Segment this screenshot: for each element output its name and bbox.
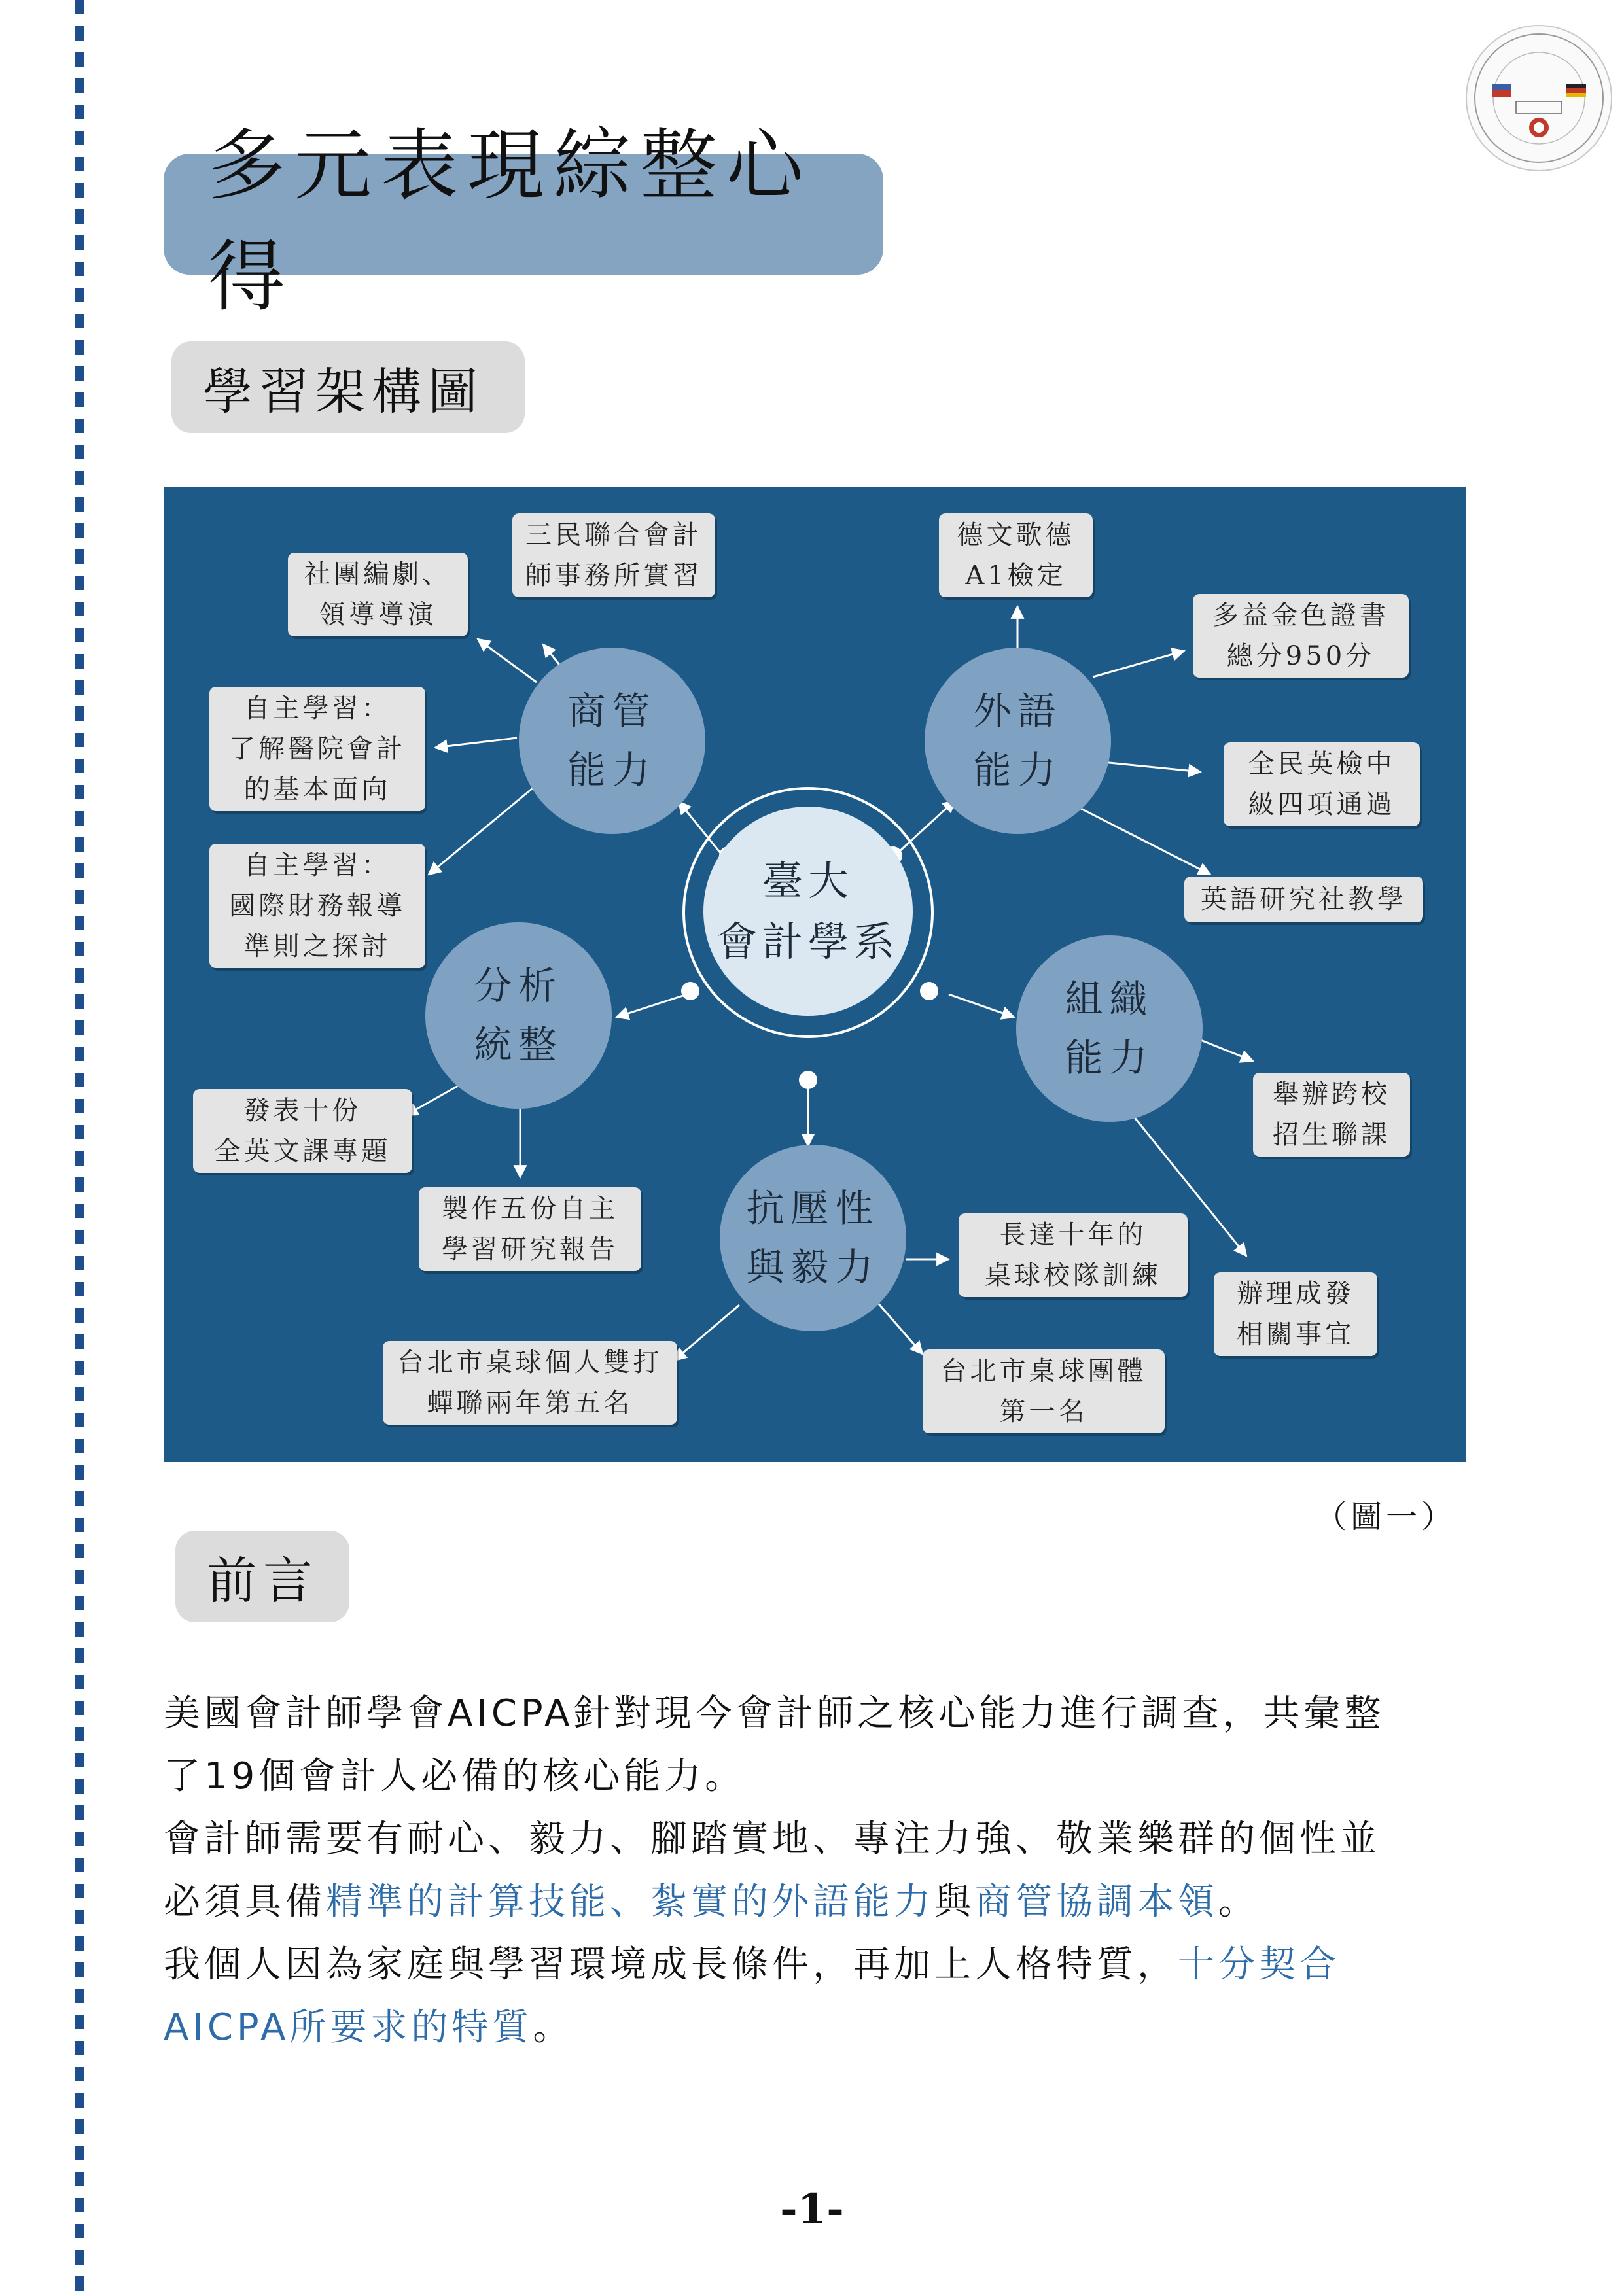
paragraph-2-text-b: 與 xyxy=(934,1881,975,1923)
arrow-stress-taipeidouble xyxy=(674,1305,739,1361)
box-graduation-line2: 相關事宜 xyxy=(1237,1319,1354,1349)
box-graduation xyxy=(1214,1272,1377,1356)
box-ifrs-line1: 自主學習： xyxy=(243,850,391,880)
node-center-line1: 臺大 xyxy=(762,857,854,905)
paragraph-2-line1: 會計師需要有耐心、毅力、腳踏實地、專注力強、敬業樂群的個性並 xyxy=(164,1818,1381,1860)
box-cross-school-line2: 招生聯課 xyxy=(1273,1120,1390,1150)
paragraph-3-line2 xyxy=(164,1996,1472,2059)
arrow-analysis-englishtopic xyxy=(406,1086,458,1115)
paragraph-2-text-c: 。 xyxy=(1218,1881,1259,1923)
node-business xyxy=(519,648,705,834)
paragraph-1-line1: 美國會計師學會AICPA針對現今會計師之核心能力進行調查，共彙整 xyxy=(164,1692,1385,1735)
arrow-business-ifrs xyxy=(429,785,537,875)
arrow-language-gept xyxy=(1103,762,1201,772)
box-reports-line2: 學習研究報告 xyxy=(442,1234,618,1264)
box-pingpong-team-line1: 長達十年的 xyxy=(999,1220,1147,1250)
box-taipei-double-line2: 蟬聯兩年第五名 xyxy=(427,1388,633,1418)
box-club-drama-line1: 社團編劇、 xyxy=(304,559,451,589)
box-english-club-line1: 英語研究社教學 xyxy=(1201,884,1407,914)
box-taipei-team-line1: 台北市桌球團體 xyxy=(940,1356,1147,1386)
node-organize xyxy=(1016,935,1203,1122)
node-organize-line2: 能力 xyxy=(1065,1035,1154,1080)
node-language-line2: 能力 xyxy=(973,747,1063,792)
box-hospital-line3: 的基本面向 xyxy=(243,774,391,805)
box-reports-line1: 製作五份自主 xyxy=(442,1194,618,1224)
box-cross-school xyxy=(1253,1073,1410,1157)
learning-framework-diagram xyxy=(164,487,1466,1462)
paragraph-3-highlight-1: 十分契合 xyxy=(1178,1943,1340,1986)
node-analysis xyxy=(425,922,612,1109)
paragraph-2-highlight-2: 商管協調本領 xyxy=(975,1881,1218,1923)
box-german-line1: 德文歌德 xyxy=(957,520,1075,550)
arrow-organize-crossschool xyxy=(1201,1040,1253,1061)
paragraph-3-text-c: 。 xyxy=(533,2006,574,2049)
section-heading-preface: 前言 xyxy=(175,1531,349,1622)
paragraph-2-line2 xyxy=(164,1871,1472,1934)
arrow-business-hospital xyxy=(435,738,517,748)
paragraph-3 xyxy=(164,1934,1472,2059)
box-taipei-team xyxy=(923,1349,1165,1433)
arrow-business-drama xyxy=(478,639,537,682)
paragraph-1-line2: 了19個會計人必備的核心能力。 xyxy=(164,1755,746,1798)
paragraph-3-highlight-2: AICPA所要求的特質 xyxy=(164,2006,533,2049)
box-gept xyxy=(1224,742,1420,826)
box-english-topic xyxy=(193,1089,412,1173)
box-toeic xyxy=(1193,594,1409,678)
arrow-center-organize xyxy=(949,994,1014,1017)
arrow-stress-taipeiteam xyxy=(877,1302,923,1354)
box-pingpong-team xyxy=(959,1213,1188,1297)
node-stress xyxy=(720,1145,906,1331)
box-pingpong-team-line2: 桌球校隊訓練 xyxy=(985,1261,1161,1291)
box-ifrs xyxy=(209,844,425,968)
box-english-topic-line1: 發表十份 xyxy=(243,1096,362,1126)
side-dotted-line xyxy=(75,0,84,2296)
arrow-center-business xyxy=(679,801,726,860)
node-analysis-line1: 分析 xyxy=(474,963,563,1008)
node-stress-line1: 抗壓性 xyxy=(746,1185,880,1230)
box-ifrs-line2: 國際財務報導 xyxy=(229,891,406,921)
page-number: -1- xyxy=(780,2185,844,2234)
section-heading-framework: 學習架構圖 xyxy=(171,341,525,433)
paragraph-2 xyxy=(164,1808,1472,1934)
paragraph-2-highlight-1: 精準的計算技能、紮實的外語能力 xyxy=(326,1881,934,1923)
paragraph-2-text-a: 必須具備 xyxy=(164,1881,326,1923)
node-language-line1: 外語 xyxy=(973,688,1063,733)
node-analysis-line2: 統整 xyxy=(474,1022,563,1067)
box-sanmin-line1: 三民聯合會計 xyxy=(525,520,702,550)
paragraph-1 xyxy=(164,1682,1472,1808)
box-gept-line1: 全民英檢中 xyxy=(1248,749,1396,779)
node-business-line1: 商管 xyxy=(567,688,657,733)
page-title: 多元表現綜整心得 xyxy=(164,154,883,275)
arrow-language-toeic xyxy=(1093,651,1184,677)
box-sanmin-line2: 師事務所實習 xyxy=(525,561,702,591)
box-german-line2: A1檢定 xyxy=(965,561,1067,591)
box-sanmin xyxy=(512,513,715,597)
node-center xyxy=(703,807,913,1016)
box-taipei-double xyxy=(383,1341,677,1425)
paragraph-3-line1 xyxy=(164,1934,1472,1996)
box-taipei-double-line1: 台北市桌球個人雙打 xyxy=(397,1348,663,1378)
box-german xyxy=(939,513,1093,597)
logo xyxy=(1466,25,1612,171)
node-center-line2: 會計學系 xyxy=(716,918,900,965)
box-club-drama-line2: 領導導演 xyxy=(319,600,437,630)
box-hospital-line1: 自主學習： xyxy=(243,693,391,723)
box-toeic-line2: 總分950分 xyxy=(1226,641,1375,671)
arrow-language-englishclub xyxy=(1073,805,1210,875)
box-cross-school-line1: 舉辦跨校 xyxy=(1273,1079,1390,1109)
box-taipei-team-line2: 第一名 xyxy=(999,1397,1088,1427)
box-ifrs-line3: 準則之探討 xyxy=(243,931,391,962)
box-toeic-line1: 多益金色證書 xyxy=(1212,600,1389,631)
box-hospital xyxy=(209,687,425,811)
box-club-drama xyxy=(288,553,468,636)
box-reports xyxy=(419,1187,641,1271)
logo-emblem-icon xyxy=(1467,26,1611,170)
node-stress-line2: 與毅力 xyxy=(746,1244,880,1289)
box-graduation-line1: 辦理成發 xyxy=(1237,1279,1354,1309)
box-gept-line2: 級四項通過 xyxy=(1248,790,1396,820)
box-hospital-line2: 了解醫院會計 xyxy=(229,734,406,764)
box-english-club xyxy=(1184,877,1423,922)
node-organize-line1: 組織 xyxy=(1065,976,1154,1021)
node-language xyxy=(925,648,1111,834)
paragraph-3-text-a: 我個人因為家庭與學習環境成長條件，再加上人格特質， xyxy=(164,1943,1178,1986)
node-business-line2: 能力 xyxy=(567,747,657,792)
arrow-center-analysis xyxy=(616,994,687,1017)
box-english-topic-line2: 全英文課專題 xyxy=(214,1136,391,1166)
figure-caption: （圖一） xyxy=(1315,1499,1457,1535)
